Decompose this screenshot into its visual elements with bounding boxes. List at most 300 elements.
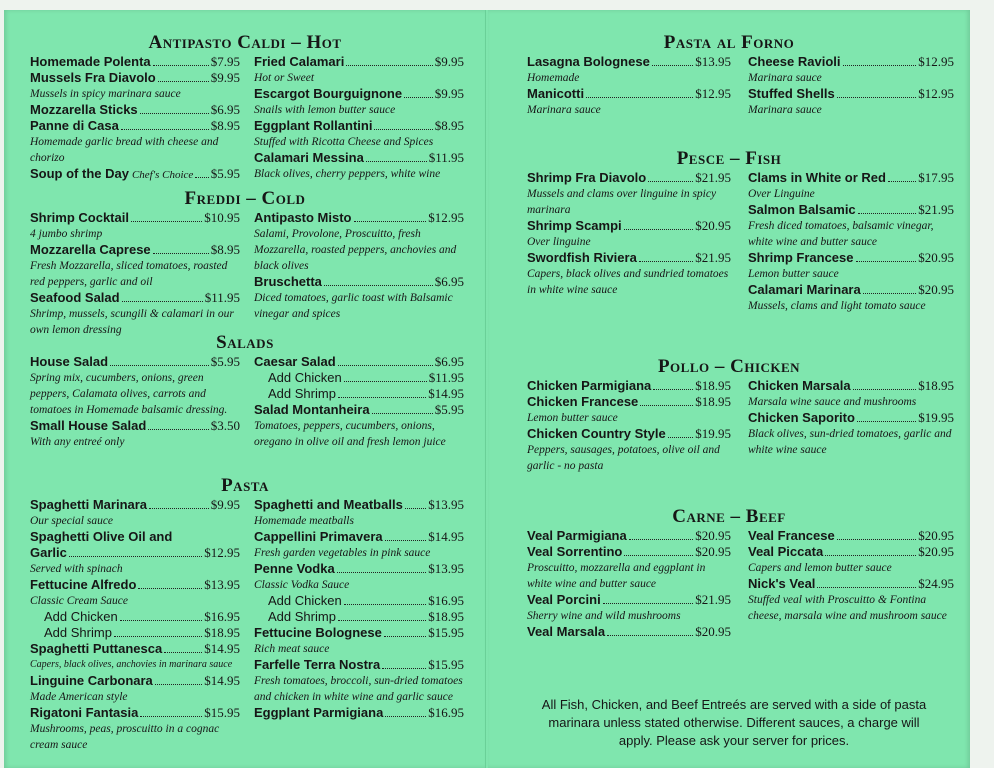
leader-dots xyxy=(607,635,693,636)
menu-item-swordfish-riviera xyxy=(527,250,731,298)
menu-item-price: $5.95 xyxy=(210,354,240,369)
menu-item-price: $16.95 xyxy=(204,609,240,624)
menu-item-add-shrimp xyxy=(254,609,464,625)
menu-item-name: Veal Porcini xyxy=(527,592,601,607)
menu-item-penne-vodka xyxy=(254,561,464,593)
leader-dots xyxy=(346,65,432,66)
menu-item-description: Sherry wine and wild mushrooms xyxy=(527,610,681,622)
menu-item-row xyxy=(748,54,954,70)
menu-column xyxy=(254,210,464,322)
leader-dots xyxy=(404,97,433,98)
menu-item-description: Black olives, sun-dried tomatoes, garlic and white wine sauce xyxy=(748,428,952,456)
menu-item-description: Capers, black olives, anchovies in marinara sauce xyxy=(30,659,233,670)
leader-dots xyxy=(354,221,427,222)
menu-item-spaghetti-olive-oil-and-garlic xyxy=(30,529,240,577)
menu-item-price: $3.50 xyxy=(210,418,240,433)
menu-item-spaghetti-marinara xyxy=(30,497,240,529)
menu-item-description: Our special sauce xyxy=(30,515,114,527)
menu-item-chicken-marsala xyxy=(748,378,954,410)
menu-item-name: Penne Vodka xyxy=(254,561,335,576)
menu-item-price: $12.95 xyxy=(428,210,464,225)
menu-item-row xyxy=(30,118,240,134)
menu-column xyxy=(748,170,954,314)
menu-item-row xyxy=(527,378,731,394)
leader-dots xyxy=(817,587,916,588)
leader-dots xyxy=(853,389,917,390)
menu-item-name-cont: Garlic xyxy=(30,545,67,560)
menu-item-shrimp-cocktail xyxy=(30,210,240,242)
menu-item-name: Clams in White or Red xyxy=(748,170,886,185)
menu-item-fettucine-alfredo xyxy=(30,577,240,609)
leader-dots xyxy=(858,213,917,214)
menu-item-description: Tomatoes, peppers, cucumbers, onions, oregano in olive oil and fresh lemon juice xyxy=(254,420,446,448)
menu-item-row xyxy=(254,386,464,402)
menu-item-clams-in-white-or-red xyxy=(748,170,954,202)
menu-item-price: $12.95 xyxy=(695,86,731,101)
menu-item-price: $12.95 xyxy=(918,86,954,101)
leader-dots xyxy=(338,397,426,398)
menu-item-description: Classic Cream Sauce xyxy=(30,595,128,607)
menu-column xyxy=(527,378,731,474)
menu-item-name: Shrimp Fra Diavolo xyxy=(527,170,647,185)
menu-item-row xyxy=(254,625,464,641)
menu-item-description: Marsala wine sauce and mushrooms xyxy=(748,396,917,408)
leader-dots xyxy=(131,221,202,222)
menu-item-name: Spaghetti and Meatballs xyxy=(254,497,403,512)
menu-item-note: Chef's Choice xyxy=(131,169,194,181)
menu-item-row xyxy=(30,290,240,306)
leader-dots xyxy=(640,405,693,406)
menu-item-price: $13.95 xyxy=(428,497,464,512)
menu-item-row xyxy=(527,54,731,70)
menu-item-description: Spring mix, cucumbers, onions, green peppers, Calamata olives, carrots and tomatoes in Homemade balsamic dressing. xyxy=(30,372,228,416)
menu-item-price: $18.95 xyxy=(695,394,731,409)
leader-dots xyxy=(153,253,209,254)
menu-item-name: Small House Salad xyxy=(30,418,147,433)
menu-item-name: Nick's Veal xyxy=(748,576,816,591)
menu-item-shrimp-scampi xyxy=(527,218,731,250)
menu-item-description: Fresh garden vegetables in pink sauce xyxy=(254,547,431,559)
menu-item-row xyxy=(254,150,464,166)
menu-item-price: $15.95 xyxy=(428,625,464,640)
menu-item-name: Veal Marsala xyxy=(527,624,606,639)
menu-item-price: $19.95 xyxy=(695,426,731,441)
leader-dots xyxy=(603,603,694,604)
menu-item-rigatoni-fantasia xyxy=(30,705,240,753)
menu-item-name: Add Shrimp xyxy=(268,609,336,624)
menu-item-row xyxy=(30,70,240,86)
leader-dots xyxy=(110,365,209,366)
menu-item-description: Stuffed with Ricotta Cheese and Spices xyxy=(254,136,434,148)
leader-dots xyxy=(138,588,202,589)
menu-item-name: Salad Montanheira xyxy=(254,402,370,417)
menu-item-description: Peppers, sausages, potatoes, olive oil and garlic - no pasta xyxy=(527,444,720,472)
menu-column xyxy=(748,54,954,118)
menu-item-price: $6.95 xyxy=(434,354,464,369)
menu-item-add-shrimp xyxy=(254,386,464,402)
menu-item-description: Stuffed veal with Proscuitto & Fontina cheese, marsala wine and mushroom sauce xyxy=(748,594,947,622)
menu-item-description: Made American style xyxy=(30,691,128,703)
menu-item-row xyxy=(748,202,954,218)
menu-item-manicotti xyxy=(527,86,731,118)
menu-page-right xyxy=(488,10,970,768)
menu-item-price: $5.95 xyxy=(434,402,464,417)
menu-item-add-shrimp xyxy=(30,625,240,641)
menu-item-price: $20.95 xyxy=(918,250,954,265)
leader-dots xyxy=(140,716,202,717)
leader-dots xyxy=(158,81,209,82)
menu-item-name: Calamari Marinara xyxy=(748,282,861,297)
menu-item-stuffed-shells xyxy=(748,86,954,118)
leader-dots xyxy=(384,636,426,637)
menu-item-price: $20.95 xyxy=(695,544,731,559)
menu-item-price: $21.95 xyxy=(695,170,731,185)
menu-item-description: Diced tomatoes, garlic toast with Balsamic vinegar and spices xyxy=(254,292,453,320)
menu-item-price: $12.95 xyxy=(204,545,240,560)
menu-item-price: $13.95 xyxy=(428,561,464,576)
menu-column xyxy=(527,54,731,118)
menu-item-price: $11.95 xyxy=(204,290,240,305)
section-heading-pasta-al-forno: Pasta al Forno xyxy=(663,32,795,53)
menu-item-price: $13.95 xyxy=(204,577,240,592)
menu-item-row xyxy=(30,545,240,561)
menu-item-veal-francese xyxy=(748,528,954,544)
menu-item-fettucine-bolognese xyxy=(254,625,464,657)
menu-item-price: $7.95 xyxy=(210,54,240,69)
menu-item-description: Homemade garlic bread with cheese and chorizo xyxy=(30,136,219,164)
menu-item-description: Over Linguine xyxy=(748,188,815,200)
menu-item-name: Soup of the Day xyxy=(30,166,129,181)
menu-item-name: Shrimp Cocktail xyxy=(30,210,129,225)
menu-item-name: Mozzarella Sticks xyxy=(30,102,138,117)
menu-item-bruschetta xyxy=(254,274,464,322)
menu-item-row xyxy=(254,529,464,545)
menu-item-row xyxy=(748,86,954,102)
menu-item-name: Fried Calamari xyxy=(254,54,345,69)
menu-item-description: Shrimp, mussels, scungili & calamari in our own lemon dressing xyxy=(30,308,234,336)
menu-item-row xyxy=(30,166,240,183)
menu-item-chicken-parmigiana xyxy=(527,378,731,394)
leader-dots xyxy=(888,181,916,182)
menu-item-price: $10.95 xyxy=(204,210,240,225)
menu-item-description: Rich meat sauce xyxy=(254,643,330,655)
menu-item-name: Fettucine Alfredo xyxy=(30,577,137,592)
menu-item-row xyxy=(30,577,240,593)
menu-item-price: $20.95 xyxy=(918,282,954,297)
menu-item-description: Black olives, cherry peppers, white wine xyxy=(254,168,441,180)
menu-item-row xyxy=(527,426,731,442)
menu-item-name: Veal Piccata xyxy=(748,544,824,559)
menu-item-name: Cappellini Primavera xyxy=(254,529,383,544)
menu-item-row xyxy=(748,282,954,298)
menu-item-name: Manicotti xyxy=(527,86,585,101)
menu-item-row xyxy=(30,418,240,434)
menu-column xyxy=(30,210,240,338)
leader-dots xyxy=(863,293,917,294)
menu-item-add-chicken xyxy=(254,593,464,609)
menu-item-fried-calamari xyxy=(254,54,464,86)
leader-dots xyxy=(366,161,427,162)
menu-item-panne-di-casa xyxy=(30,118,240,166)
menu-item-name: Veal Parmigiana xyxy=(527,528,627,543)
menu-item-row xyxy=(748,250,954,266)
menu-item-name: House Salad xyxy=(30,354,109,369)
menu-item-row xyxy=(527,544,731,560)
menu-item-name: Bruschetta xyxy=(254,274,322,289)
menu-item-row xyxy=(254,354,464,370)
menu-item-name: Fettucine Bolognese xyxy=(254,625,382,640)
menu-item-name: Chicken Country Style xyxy=(527,426,666,441)
menu-item-row xyxy=(254,561,464,577)
menu-item-lasagna-bolognese xyxy=(527,54,731,86)
leader-dots xyxy=(653,389,693,390)
menu-item-name: Spaghetti Puttanesca xyxy=(30,641,163,656)
menu-item-description: Served with spinach xyxy=(30,563,123,575)
menu-item-price: $9.95 xyxy=(434,54,464,69)
menu-item-row xyxy=(254,657,464,673)
menu-item-row xyxy=(30,210,240,226)
leader-dots xyxy=(114,636,202,637)
menu-item-price: $19.95 xyxy=(918,410,954,425)
menu-item-name: Lasagna Bolognese xyxy=(527,54,650,69)
leader-dots xyxy=(153,65,209,66)
menu-item-price: $16.95 xyxy=(428,705,464,720)
menu-item-soup-of-the-day xyxy=(30,166,240,183)
menu-item-name: Shrimp Francese xyxy=(748,250,854,265)
menu-item-price: $16.95 xyxy=(428,593,464,608)
menu-item-row xyxy=(30,242,240,258)
menu-item-name: Antipasto Misto xyxy=(254,210,352,225)
menu-item-price: $20.95 xyxy=(918,528,954,543)
menu-item-row xyxy=(254,274,464,290)
menu-item-cappellini-primavera xyxy=(254,529,464,561)
menu-item-price: $18.95 xyxy=(695,378,731,393)
leader-dots xyxy=(405,508,426,509)
menu-item-name: Chicken Marsala xyxy=(748,378,851,393)
menu-item-calamari-messina xyxy=(254,150,464,182)
leader-dots xyxy=(164,652,202,653)
menu-item-name: Rigatoni Fantasia xyxy=(30,705,139,720)
menu-item-description: Proscuitto, mozzarella and eggplant in white wine and butter sauce xyxy=(527,562,706,590)
leader-dots xyxy=(629,539,694,540)
menu-item-mozzarella-sticks xyxy=(30,102,240,118)
menu-item-add-chicken xyxy=(254,370,464,386)
menu-item-price: $9.95 xyxy=(210,70,240,85)
menu-column xyxy=(748,528,954,624)
menu-item-calamari-marinara xyxy=(748,282,954,314)
menu-item-escargot-bourguignone xyxy=(254,86,464,118)
leader-dots xyxy=(344,381,427,382)
leader-dots xyxy=(843,65,917,66)
menu-item-veal-porcini xyxy=(527,592,731,624)
menu-item-mussels-fra-diavolo xyxy=(30,70,240,102)
menu-item-row xyxy=(254,402,464,418)
menu-item-price: $9.95 xyxy=(210,497,240,512)
menu-item-description: Snails with lemon butter sauce xyxy=(254,104,396,116)
menu-item-price: $20.95 xyxy=(918,544,954,559)
menu-item-row xyxy=(527,394,731,410)
menu-item-price: $15.95 xyxy=(428,657,464,672)
leader-dots xyxy=(324,285,433,286)
menu-item-price: $20.95 xyxy=(695,528,731,543)
menu-page-left xyxy=(4,10,486,768)
menu-column xyxy=(30,354,240,450)
menu-item-row xyxy=(30,673,240,689)
menu-item-price: $20.95 xyxy=(695,624,731,639)
menu-item-name: Caesar Salad xyxy=(254,354,336,369)
leader-dots xyxy=(338,620,426,621)
leader-dots xyxy=(652,65,693,66)
menu-item-eggplant-parmigiana xyxy=(254,705,464,721)
menu-item-name: Chicken Francese xyxy=(527,394,639,409)
menu-item-description: Mussels, clams and light tomato sauce xyxy=(748,300,926,312)
menu-item-price: $18.95 xyxy=(204,625,240,640)
menu-item-description: Lemon butter sauce xyxy=(748,268,839,280)
menu-item-description: Fresh Mozzarella, sliced tomatoes, roasted red peppers, garlic and oil xyxy=(30,260,228,288)
menu-item-antipasto-misto xyxy=(254,210,464,274)
menu-item-veal-parmigiana xyxy=(527,528,731,544)
menu-item-price: $13.95 xyxy=(695,54,731,69)
section-heading-pollo-chicken: Pollo – Chicken xyxy=(657,356,801,377)
menu-item-row xyxy=(527,218,731,234)
menu-item-description: Fresh tomatoes, broccoli, sun-dried tomatoes and chicken in white wine and garlic sauce xyxy=(254,675,463,703)
leader-dots xyxy=(825,555,916,556)
menu-item-name: Escargot Bourguignone xyxy=(254,86,403,101)
menu-item-name: Seafood Salad xyxy=(30,290,120,305)
menu-item-description: Salami, Provolone, Proscuitto, fresh Mozzarella, roasted peppers, anchovies and black olives xyxy=(254,228,457,272)
menu-item-price: $8.95 xyxy=(210,242,240,257)
menu-column xyxy=(527,170,731,298)
leader-dots xyxy=(382,668,426,669)
menu-item-row xyxy=(30,54,240,70)
menu-item-name: Linguine Carbonara xyxy=(30,673,153,688)
menu-item-description: Mushrooms, peas, proscuitto in a cognac cream sauce xyxy=(30,723,220,751)
menu-item-price: $6.95 xyxy=(210,102,240,117)
leader-dots xyxy=(140,113,209,114)
menu-item-row xyxy=(527,86,731,102)
menu-item-row xyxy=(254,497,464,513)
menu-item-row xyxy=(527,592,731,608)
menu-item-linguine-carbonara xyxy=(30,673,240,705)
menu-item-price: $5.95 xyxy=(210,166,240,181)
leader-dots xyxy=(122,301,203,302)
menu-item-description: Marinara sauce xyxy=(527,104,601,116)
menu-column xyxy=(748,378,954,458)
menu-item-small-house-salad xyxy=(30,418,240,450)
menu-item-description: Classic Vodka Sauce xyxy=(254,579,350,591)
menu-item-name: Veal Sorrentino xyxy=(527,544,623,559)
menu-item-price: $9.95 xyxy=(434,86,464,101)
leader-dots xyxy=(648,181,693,182)
menu-item-name: Panne di Casa xyxy=(30,118,119,133)
menu-item-shrimp-francese xyxy=(748,250,954,282)
menu-item-price: $8.95 xyxy=(434,118,464,133)
section-heading-pasta: Pasta xyxy=(221,475,269,496)
menu-item-veal-marsala xyxy=(527,624,731,640)
menu-item-description: Marinara sauce xyxy=(748,104,822,116)
menu-item-description: Capers, black olives and sundried tomatoes in white wine sauce xyxy=(527,268,729,296)
leader-dots xyxy=(586,97,693,98)
leader-dots xyxy=(120,620,203,621)
menu-item-description: Lemon butter sauce xyxy=(527,412,618,424)
menu-item-row xyxy=(30,705,240,721)
menu-item-row xyxy=(527,250,731,266)
menu-item-chicken-saporito xyxy=(748,410,954,458)
menu-item-row xyxy=(748,528,954,544)
menu-item-farfelle-terra-nostra xyxy=(254,657,464,705)
menu-item-row xyxy=(254,593,464,609)
leader-dots xyxy=(837,97,917,98)
menu-item-name: Add Chicken xyxy=(268,593,342,608)
menu-item-mozzarella-caprese xyxy=(30,242,240,290)
section-heading-salads: Salads xyxy=(216,332,274,353)
menu-item-description: Marinara sauce xyxy=(748,72,822,84)
menu-item-price: $18.95 xyxy=(428,609,464,624)
menu-item-row xyxy=(748,410,954,426)
menu-item-name: Eggplant Parmigiana xyxy=(254,705,384,720)
menu-item-price: $20.95 xyxy=(695,218,731,233)
leader-dots xyxy=(195,177,208,178)
menu-item-name: Cheese Ravioli xyxy=(748,54,841,69)
menu-item-name: Spaghetti Olive Oil and xyxy=(30,529,173,544)
menu-item-name: Stuffed Shells xyxy=(748,86,835,101)
menu-item-price: $17.95 xyxy=(918,170,954,185)
leader-dots xyxy=(121,129,209,130)
menu-item-name: Farfelle Terra Nostra xyxy=(254,657,381,672)
menu-item-name: Chicken Parmigiana xyxy=(527,378,652,393)
menu-item-add-chicken xyxy=(30,609,240,625)
menu-item-name: Calamari Messina xyxy=(254,150,364,165)
menu-item-row xyxy=(254,210,464,226)
menu-item-name: Eggplant Rollantini xyxy=(254,118,373,133)
menu-item-description: Homemade meatballs xyxy=(254,515,354,527)
leader-dots xyxy=(374,129,432,130)
leader-dots xyxy=(337,572,427,573)
menu-item-seafood-salad xyxy=(30,290,240,338)
menu-item-description: Mussels in spicy marinara sauce xyxy=(30,88,181,100)
menu-column xyxy=(254,354,464,450)
menu-item-chicken-country-style xyxy=(527,426,731,474)
menu-item-row xyxy=(30,102,240,118)
menu-item-description: Over linguine xyxy=(527,236,591,248)
menu-item-description: With any entreé only xyxy=(30,436,125,448)
menu-item-name: Salmon Balsamic xyxy=(748,202,856,217)
menu-column xyxy=(254,54,464,182)
menu-item-row xyxy=(254,86,464,102)
leader-dots xyxy=(857,421,916,422)
menu-item-name: Add Chicken xyxy=(268,370,342,385)
leader-dots xyxy=(856,261,917,262)
menu-item-chicken-francese xyxy=(527,394,731,426)
leader-dots xyxy=(668,437,694,438)
menu-item-name: Homemade Polenta xyxy=(30,54,151,69)
menu-item-price: $14.95 xyxy=(204,673,240,688)
menu-column xyxy=(30,54,240,183)
leader-dots xyxy=(155,684,202,685)
menu-item-veal-piccata xyxy=(748,544,954,576)
leader-dots xyxy=(148,429,208,430)
menu-column xyxy=(254,497,464,721)
menu-item-row xyxy=(30,497,240,513)
menu-item-price: $24.95 xyxy=(918,576,954,591)
menu-item-name-line xyxy=(30,529,240,545)
menu-item-shrimp-fra-diavolo xyxy=(527,170,731,218)
menu-item-description: Fresh diced tomatoes, balsamic vinegar, white wine and butter sauce xyxy=(748,220,934,248)
leader-dots xyxy=(639,261,693,262)
menu-item-price: $14.95 xyxy=(204,641,240,656)
menu-item-name: Mozzarella Caprese xyxy=(30,242,151,257)
menu-footer-note: All Fish, Chicken, and Beef Entreés are served with a side of pasta marinara unless stated otherwise. Different sauces, a charge will apply. Please ask your server for prices. xyxy=(541,697,927,748)
